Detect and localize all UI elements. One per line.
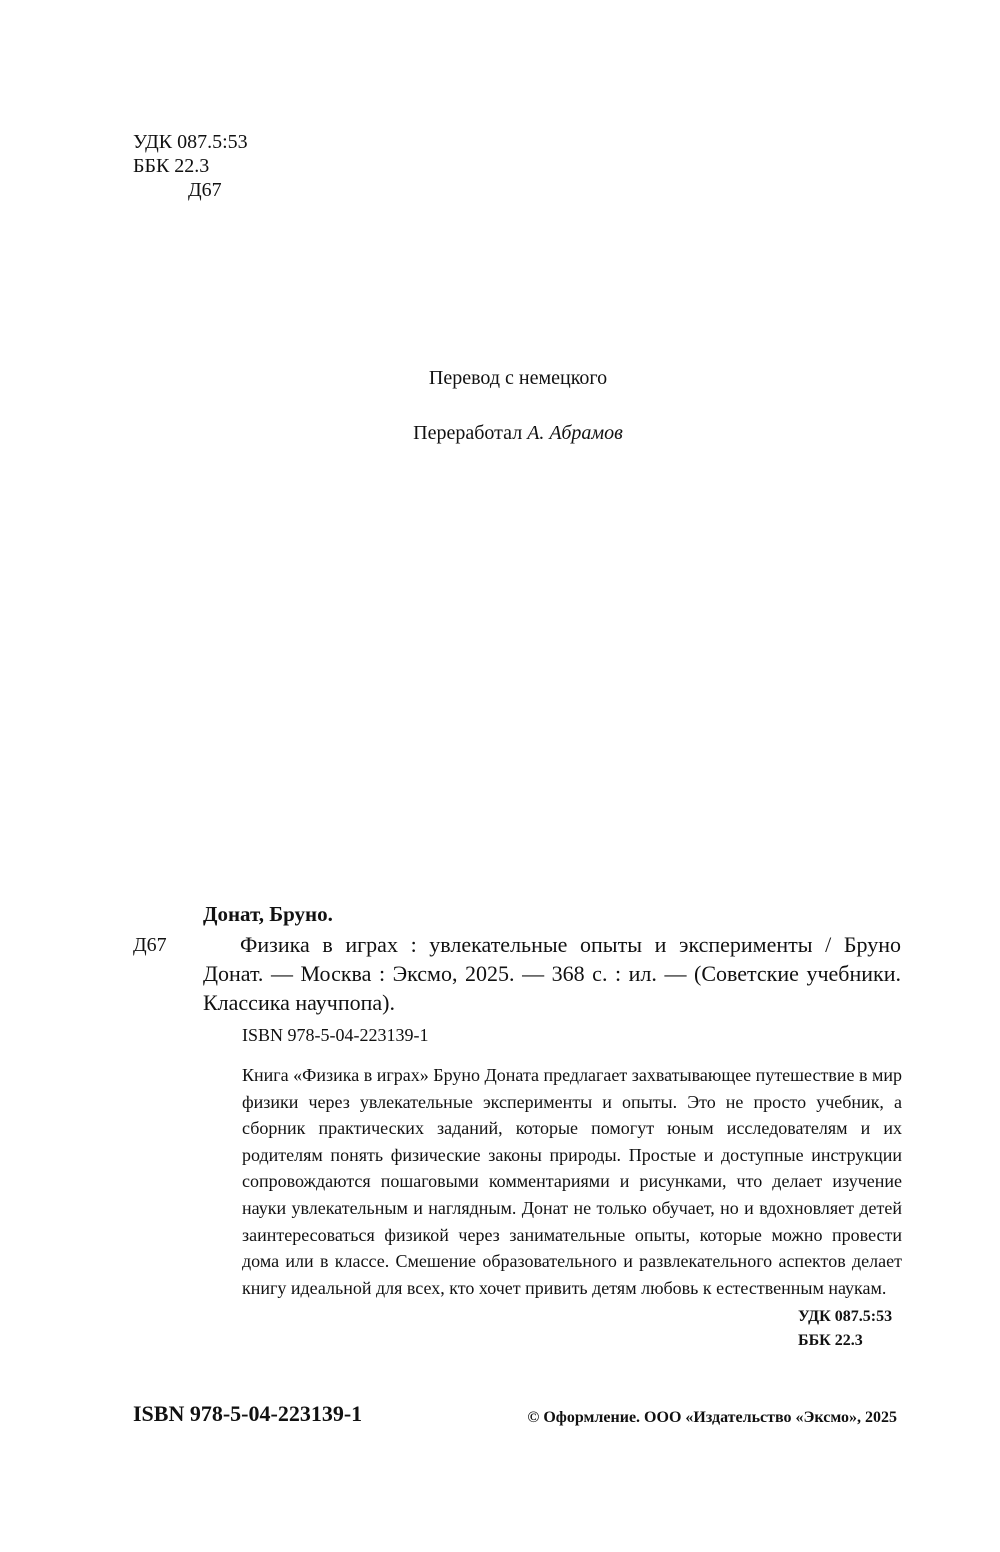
author-heading: Донат, Бруно. bbox=[203, 902, 333, 926]
udk-code-bottom: УДК 087.5:53 bbox=[798, 1308, 893, 1325]
copyright-notice: © Оформление. ООО «Издательство «Эксмо», 2025 bbox=[527, 1409, 897, 1426]
adaptation-name: А. Абрамов bbox=[527, 422, 623, 444]
book-annotation: Книга «Физика в играх» Бруно Доната предлагает захватывающее путешествие в мир физики через увлекательные эксперименты и опыты. Это не просто учебник, а сборник практических заданий, которые помогут юным исследователям и их родителям понять физические законы природы. Простые и доступные инструкции сопровождаются пошаговыми комментариями и рисунками, что делает изучение науки увлекательным и наглядным. Донат не только обучает, но и вдохновляет детей заинтересоваться физикой через занимательные опыты, которые можно провести дома или в классе. Смешение образовательного и развлекательного аспектов делает книгу идеальной для всех, кто хочет привить детям любовь к естественным наукам. bbox=[242, 1065, 902, 1298]
isbn-entry: ISBN 978-5-04-223139-1 bbox=[242, 1025, 429, 1045]
adaptation-label: Переработал bbox=[413, 422, 523, 444]
author-code-margin: Д67 bbox=[133, 934, 167, 956]
bbk-code-top: ББК 22.3 bbox=[133, 155, 210, 177]
translation-credit: Перевод с немецкого bbox=[428, 367, 608, 389]
author-code-top: Д67 bbox=[188, 179, 222, 201]
udk-code-top: УДК 087.5:53 bbox=[133, 131, 248, 153]
bbk-code-bottom: ББК 22.3 bbox=[798, 1332, 863, 1349]
bibliographic-description: Физика в играх : увлекательные опыты и эксперименты / Бруно Донат. — Москва : Эксмо, 2025. — 368 с. : ил. — (Советские учебники. Классика научпопа). bbox=[203, 932, 901, 1015]
adaptation-credit bbox=[0, 421, 1000, 445]
isbn-footer: ISBN 978-5-04-223139-1 bbox=[133, 1401, 363, 1426]
